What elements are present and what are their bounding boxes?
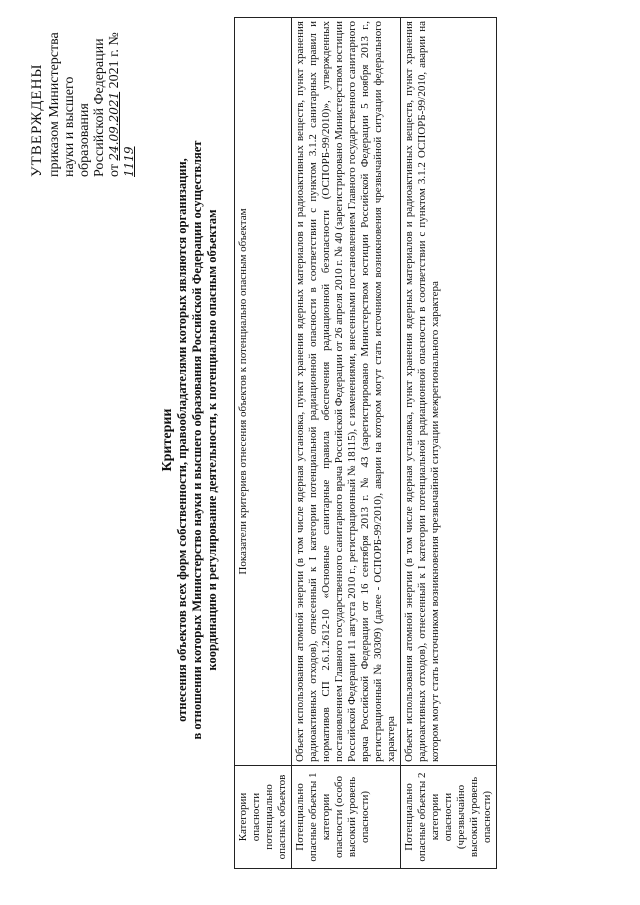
title-line: отнесения объектов всех форм собственности, правообладателями которых являются организации, [175,158,189,722]
column-header-category: Категории опасности потенциально опасных объектов [235,766,292,869]
approval-heading: УТВЕРЖДЕНЫ [29,63,45,177]
title-main: Критерии [160,408,175,472]
criteria-cell: Объект использования атомной энергии (в том числе ядерная установка, пункт хранения ядерных материалов и радиоактивных веществ, пункт хранения радиоактивных отходов), отнесенный к I категории потенциальной радиационной опасности в соответствии с пунктом 3.1.2 ОСПОРБ-99/2010, аварии на котором могут стать источником возникновения чрезвычайной ситуации межрегионального характера [401,18,497,766]
table-row [401,18,497,869]
table-row [292,18,401,869]
category-cell: Потенциально опасные объекты 1 категории опасности (особо высокий уровень опасности) [292,766,401,869]
title-line: координацию и регулирование деятельности, к потенциально опасным объектам [205,209,219,671]
approval-block [30,17,137,177]
handwritten-date: 24.09.2021 [107,91,121,161]
column-header-criteria: Показатели критериев отнесения объектов к потенциально опасным объектам [235,18,292,766]
handwritten-number: 1119 [122,146,136,177]
title-line: в отношении которых Министерство науки и высшего образования Российской Федерации осуществляет [190,140,204,740]
date-suffix: 2021 г. № [107,32,122,89]
approval-line: приказом Министерства [47,32,62,177]
approval-date-line [107,17,137,177]
criteria-table [234,17,497,869]
criteria-cell: Объект использования атомной энергии (в том числе ядерная установка, пункт хранения ядерных материалов и радиоактивных веществ, пункт хранения радиоактивных отходов), отнесенный к I категории потенциальной радиационной опасности в соответствии с пунктом 3.1.2 санитарных правил и нормативов СП 2.6.1.2612-10 «Основные санитарные правила обеспечения радиационной безопасности (ОСПОРБ-99/2010)», утвержденных постановлением Главного государственного санитарного врача Российской Федерации от 26 апреля 2010 г. № 40 (зарегистрировано Министерством юстиции Российской Федерации 11 августа 2010 г., регистрационный № 18115), с изменениями, внесенными постановлением Главного государственного санитарного врача Российской Федерации от 16 сентября 2013 г. № 43 (зарегистрировано Министерством юстиции Российской Федерации 5 ноября 2013 г., регистрационный № 30309) (далее - ОСПОРБ-99/2010), аварии на котором могут стать источником возникновения чрезвычайной ситуации федерального характера [292,18,401,766]
approval-line: науки и высшего образования [62,76,92,177]
table-header-row [235,18,292,869]
category-cell: Потенциально опасные объекты 2 категории опасности (чрезвычайно высокий уровень опасности) [401,766,497,869]
document-title [160,15,220,865]
date-prefix: от [107,164,122,177]
approval-line: Российской Федерации [92,38,107,177]
